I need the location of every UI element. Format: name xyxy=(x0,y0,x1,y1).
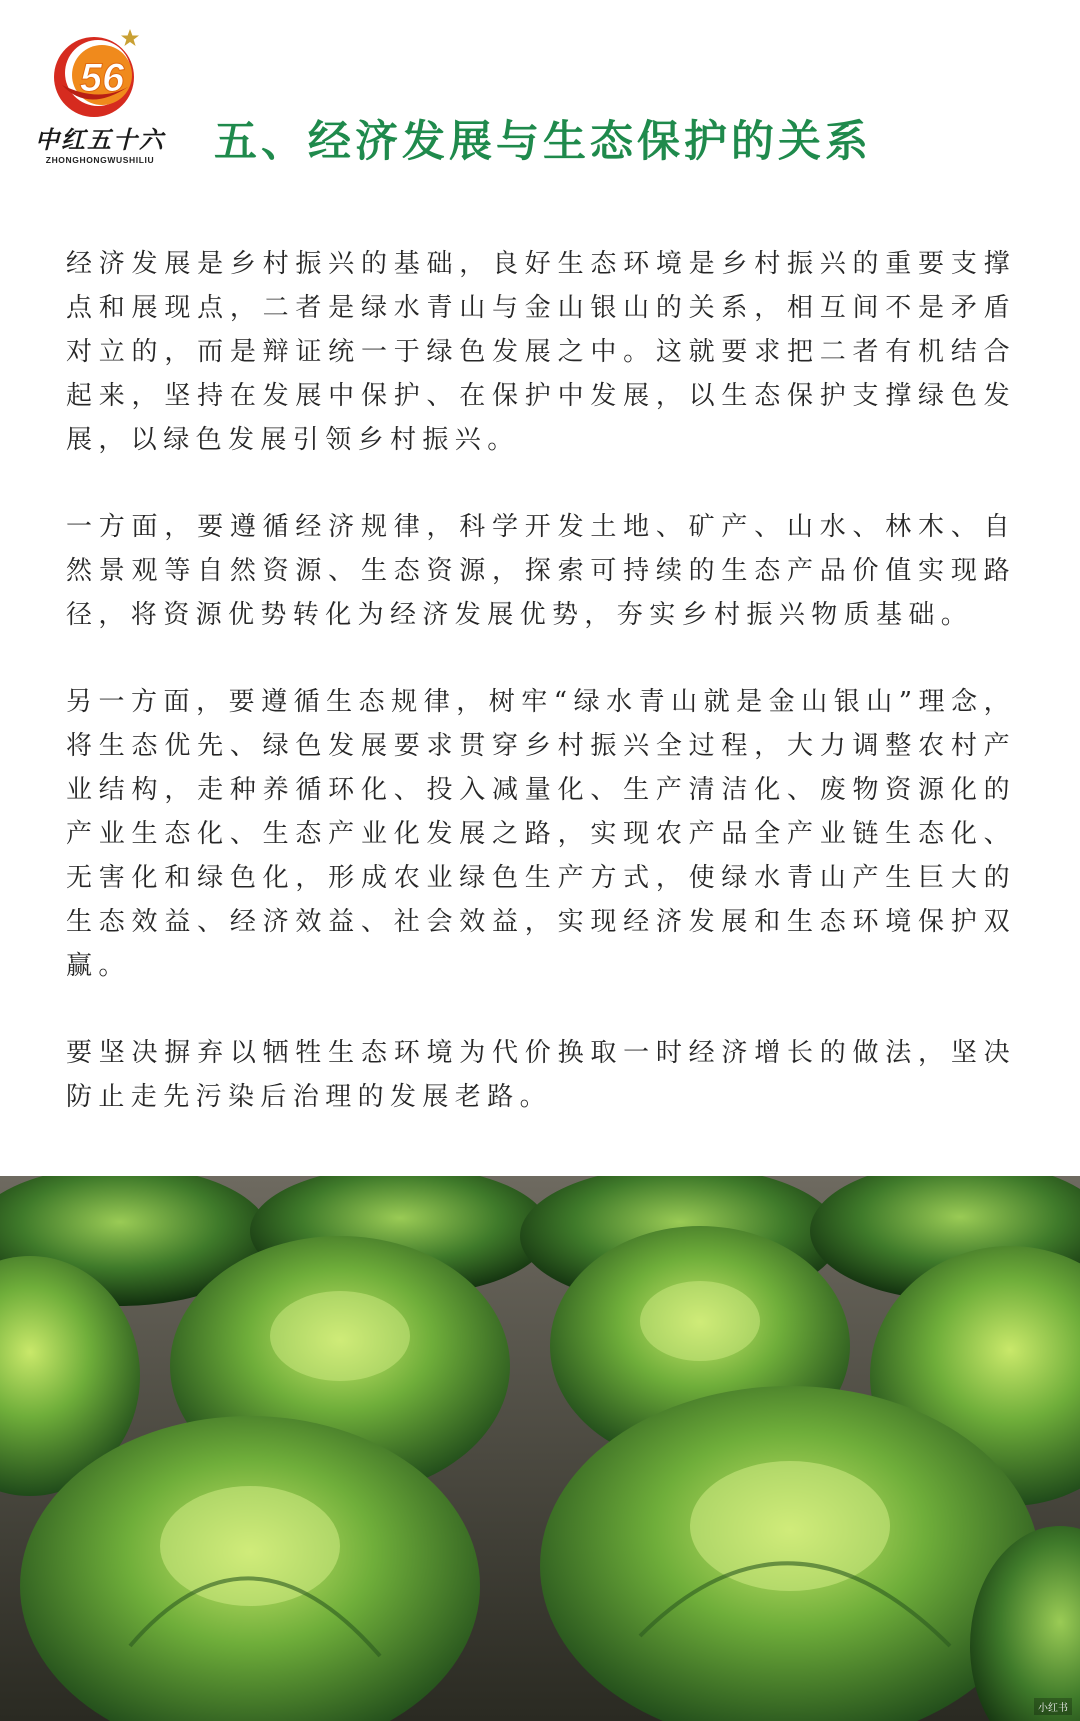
lettuce-illustration xyxy=(0,1176,1080,1721)
article-body xyxy=(66,242,1016,1119)
paragraph-2: 一方面，要遵循经济规律，科学开发土地、矿产、山水、林木、自然景观等自然资源、生态资源，探索可持续的生态产品价值实现路径，将资源优势转化为经济发展优势，夯实乡村振兴物质基础。 xyxy=(66,512,1016,630)
paragraph-1: 经济发展是乡村振兴的基础，良好生态环境是乡村振兴的重要支撑点和展现点，二者是绿水青山与金山银山的关系，相互间不是矛盾对立的，而是辩证统一于绿色发展之中。这就要求把二者有机结合起来，坚持在发展中保护、在保护中发展，以生态保护支撑绿色发展，以绿色发展引领乡村振兴。 xyxy=(66,249,1016,455)
watermark: 小红书 xyxy=(1034,1698,1072,1715)
paragraph-3: 另一方面，要遵循生态规律，树牢“绿水青山就是金山银山”理念，将生态优先、绿色发展要求贯穿乡村振兴全过程，大力调整农村产业结构，走种养循环化、投入减量化、生产清洁化、废物资源化的产业生态化、生态产业化发展之路，实现农产品全产业链生态化、无害化和绿色化，形成农业绿色生产方式，使绿水青山产生巨大的生态效益、经济效益、社会效益，实现经济发展和生态环境保护双赢。 xyxy=(66,687,1016,981)
logo-emblem-icon xyxy=(48,25,148,120)
page-title: 五、经济发展与生态保护的关系 xyxy=(214,117,872,167)
paragraph-4: 要坚决摒弃以牺牲生态环境为代价换取一时经济增长的做法，坚决防止走先污染后治理的发展老路。 xyxy=(66,1038,1016,1112)
logo-name-cn: 中红五十六 xyxy=(35,125,165,154)
logo-name-en: ZHONGHONGWUSHILIU xyxy=(45,155,155,165)
header xyxy=(0,0,1080,190)
logo xyxy=(20,25,175,165)
lettuce-photo xyxy=(0,1176,1080,1721)
logo-number: 56 xyxy=(79,56,125,100)
